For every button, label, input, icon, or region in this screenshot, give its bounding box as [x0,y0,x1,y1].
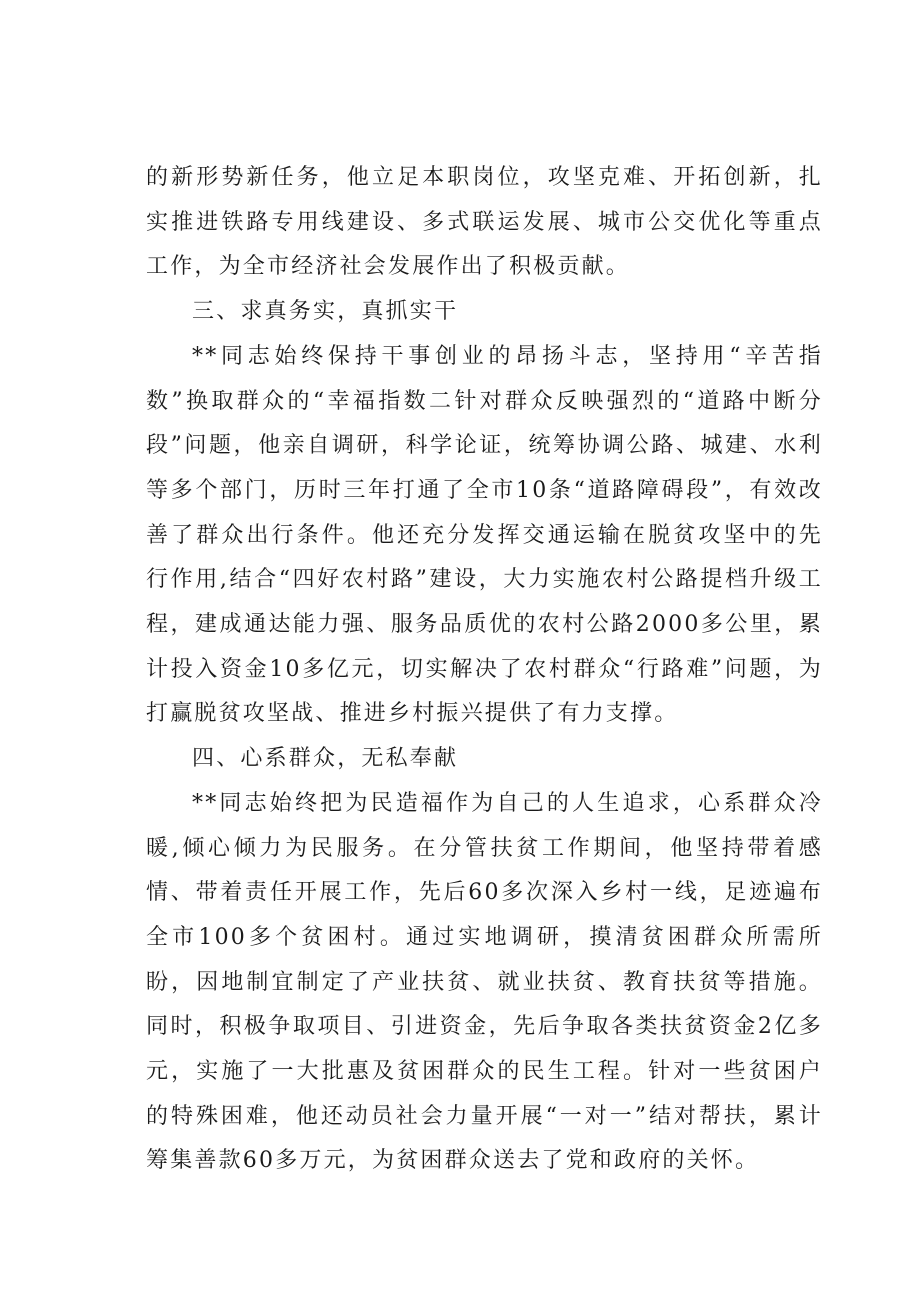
body-paragraph: **同志始终保持干事创业的昂扬斗志，坚持用“辛苦指数”换取群众的“幸福指数二针对群众反映强烈的“道路中断分段”问题，他亲自调研，科学论证，统筹协调公路、城建、水利等多个部门，历时三年打通了全市10条“道路障碍段”，有效改善了群众出行条件。他还充分发挥交通运输在脱贫攻坚中的先行作用,结合“四好农村路”建设，大力实施农村公路提档升级工程，建成通达能力强、服务品质优的农村公路2000多公里，累计投入资金10多亿元，切实解决了农村群众“行路难”问题，为打赢脱贫攻坚战、推进乡村振兴提供了有力支撑。 [146,343,823,727]
body-paragraph: **同志始终把为民造福作为自己的人生追求，心系群众冷暖,倾心倾力为民服务。在分管扶贫工作期间，他坚持带着感情、带着责任开展工作，先后60多次深入乡村一线，足迹遍布全市100多个贫困村。通过实地调研，摸清贫困群众所需所盼，因地制宜制定了产业扶贫、就业扶贫、教育扶贫等措施。同时，积极争取项目、引进资金，先后争取各类扶贫资金2亿多元，实施了一大批惠及贫困群众的民生工程。针对一些贫困户的特殊困难，他还动员社会力量开展“一对一”结对帮扶，累计筹集善款60多万元，为贫困群众送去了党和政府的关怀。 [146,790,823,1174]
section-heading-4: 四、心系群众，无私奉献 [192,746,459,772]
section-heading-3: 三、求真务实，真抓实干 [192,299,459,325]
continuation-paragraph: 的新形势新任务，他立足本职岗位，攻坚克难、开拓创新，扎实推进铁路专用线建设、多式联运发展、城市公交优化等重点工作，为全市经济社会发展作出了积极贡献。 [146,165,823,280]
